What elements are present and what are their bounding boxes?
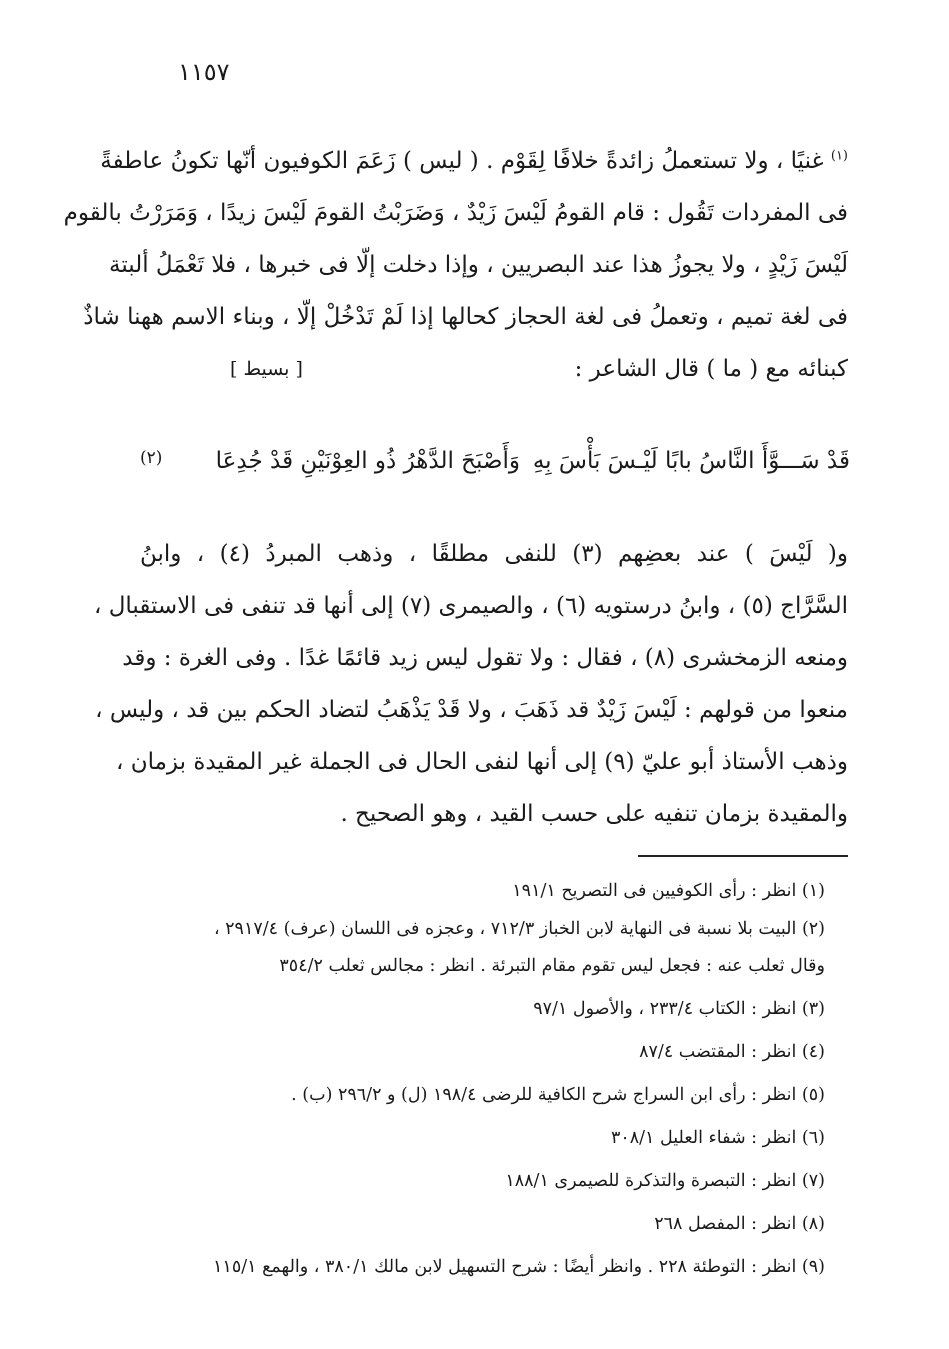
footnote: (٤) انظر : المقتضب ٨٧/٤ [639, 1042, 825, 1062]
footnote: (٣) انظر : الكتاب ٢٣٣/٤ ، والأصول ٩٧/١ [533, 999, 825, 1019]
footnote: (١) انظر : رأى الكوفيين فى التصريح ١٩١/١ [512, 881, 825, 901]
text-line: و( لَيْسَ ) عند بعضِهم (٣) للنفى مطلقًا ، وذهب المبردُ (٤) ، وابنُ [140, 541, 848, 567]
text-line: $^{(١)}$ غنيًا ، ولا تستعملُ زائدةً خلافًا لِقَوْم . ( ليس ) زَعَمَ الكوفيون أنّها تكونُ عاطفةً [100, 148, 848, 174]
text-line: ومنعه الزمخشرى (٨) ، فقال : ولا تقول ليس زيد قائمًا غدًا . وفى الغرة : وقد [122, 645, 848, 671]
poem-second-hemistich: وَأَصْبَحَ الدَّهْرُ ذُو العِوْنَيْنِ قَدْ جُدِعَا [215, 448, 520, 474]
footnote-ref: (١) [830, 148, 848, 164]
paragraph-1 [63, 135, 848, 395]
text-line: لَيْسَ زَيْدٍ ، ولا يجوزُ هذا عند البصريين ، وإذا دخلت إلّا فى خبرها ، فلا تَعْمَلُ ألبتة [108, 252, 848, 278]
text-line: وذهب الأستاذ أبو عليّ (٩) إلى أنها لنفى الحال فى الجملة غير المقيدة بزمان ، [115, 749, 848, 775]
footnote-ref: (٢) [140, 448, 163, 468]
poem-first-hemistich: قَدْ سَـــوَّأَ النَّاسُ بابًا لَيْـسَ بَأْسَ بِهِ [532, 448, 850, 474]
footnote: (٦) انظر : شفاء العليل ٣٠٨/١ [610, 1128, 825, 1148]
text-line: السَّرَّاج (٥) ، وابنُ درستويه (٦) ، والصيمرى (٧) إلى أنها قد تنفى فى الاستقبال ، [93, 593, 848, 619]
footnotes [145, 870, 825, 1289]
text-line: والمقيدة بزمان تنفيه على حسب القيد ، وهو الصحيح . [340, 801, 848, 827]
footnote: (٨) انظر : المفصل ٢٦٨ [654, 1214, 825, 1234]
footnote: (٧) انظر : التبصرة والتذكرة للصيمرى ١٨٨/١ [505, 1171, 825, 1191]
footnote: (٢) البيت بلا نسبة فى النهاية لابن الخباز ٧١٢/٣ ، وعجزه فى اللسان (عرف) ٢٩١٧/٤ ، [213, 919, 825, 939]
text-line: منعوا من قولهم : لَيْسَ زَيْدٌ قد ذَهَبَ ، ولا قَدْ يَذْهَبُ لتضاد الحكم بين قد ، وليس ، [95, 697, 848, 723]
poem-verse [140, 448, 850, 500]
page-number: ١١٥٧ [178, 58, 230, 86]
footnote-continuation: وقال ثعلب عنه : فجعل ليس تقوم مقام التبرئة . انظر : مجالس ثعلب ٣٥٤/٢ [279, 956, 825, 976]
text-line: فى المفردات تَقُول : قام القومُ لَيْسَ زَيْدٌ ، وَضَرَبْتُ القومَ لَيْسَ زيدًا ، وَمَرَرْتُ بالقوم [63, 200, 848, 226]
poetic-meter-label: [ بسيط ] [230, 358, 303, 380]
text-line: فى لغة تميم ، وتعملُ فى لغة الحجاز كحالها إذا لَمْ تَدْخُلْ إلّا ، وبناء الاسم ههنا شاذٌ [83, 304, 848, 330]
footnote: (٥) انظر : رأى ابن السراج شرح الكافية للرضى ١٩٨/٤ (ل) و ٢٩٦/٢ (ب) . [291, 1085, 825, 1105]
paragraph-2 [93, 528, 848, 840]
text-line: كبنائه مع ( ما ) قال الشاعر : [ بسيط ] [140, 343, 848, 395]
footnote: (٩) انظر : التوطئة ٢٢٨ . وانظر أيضًا : شرح التسهيل لابن مالك ٣٨٠/١ ، والهمع ١١٥/١ [213, 1257, 825, 1277]
footnote-divider [638, 855, 848, 857]
